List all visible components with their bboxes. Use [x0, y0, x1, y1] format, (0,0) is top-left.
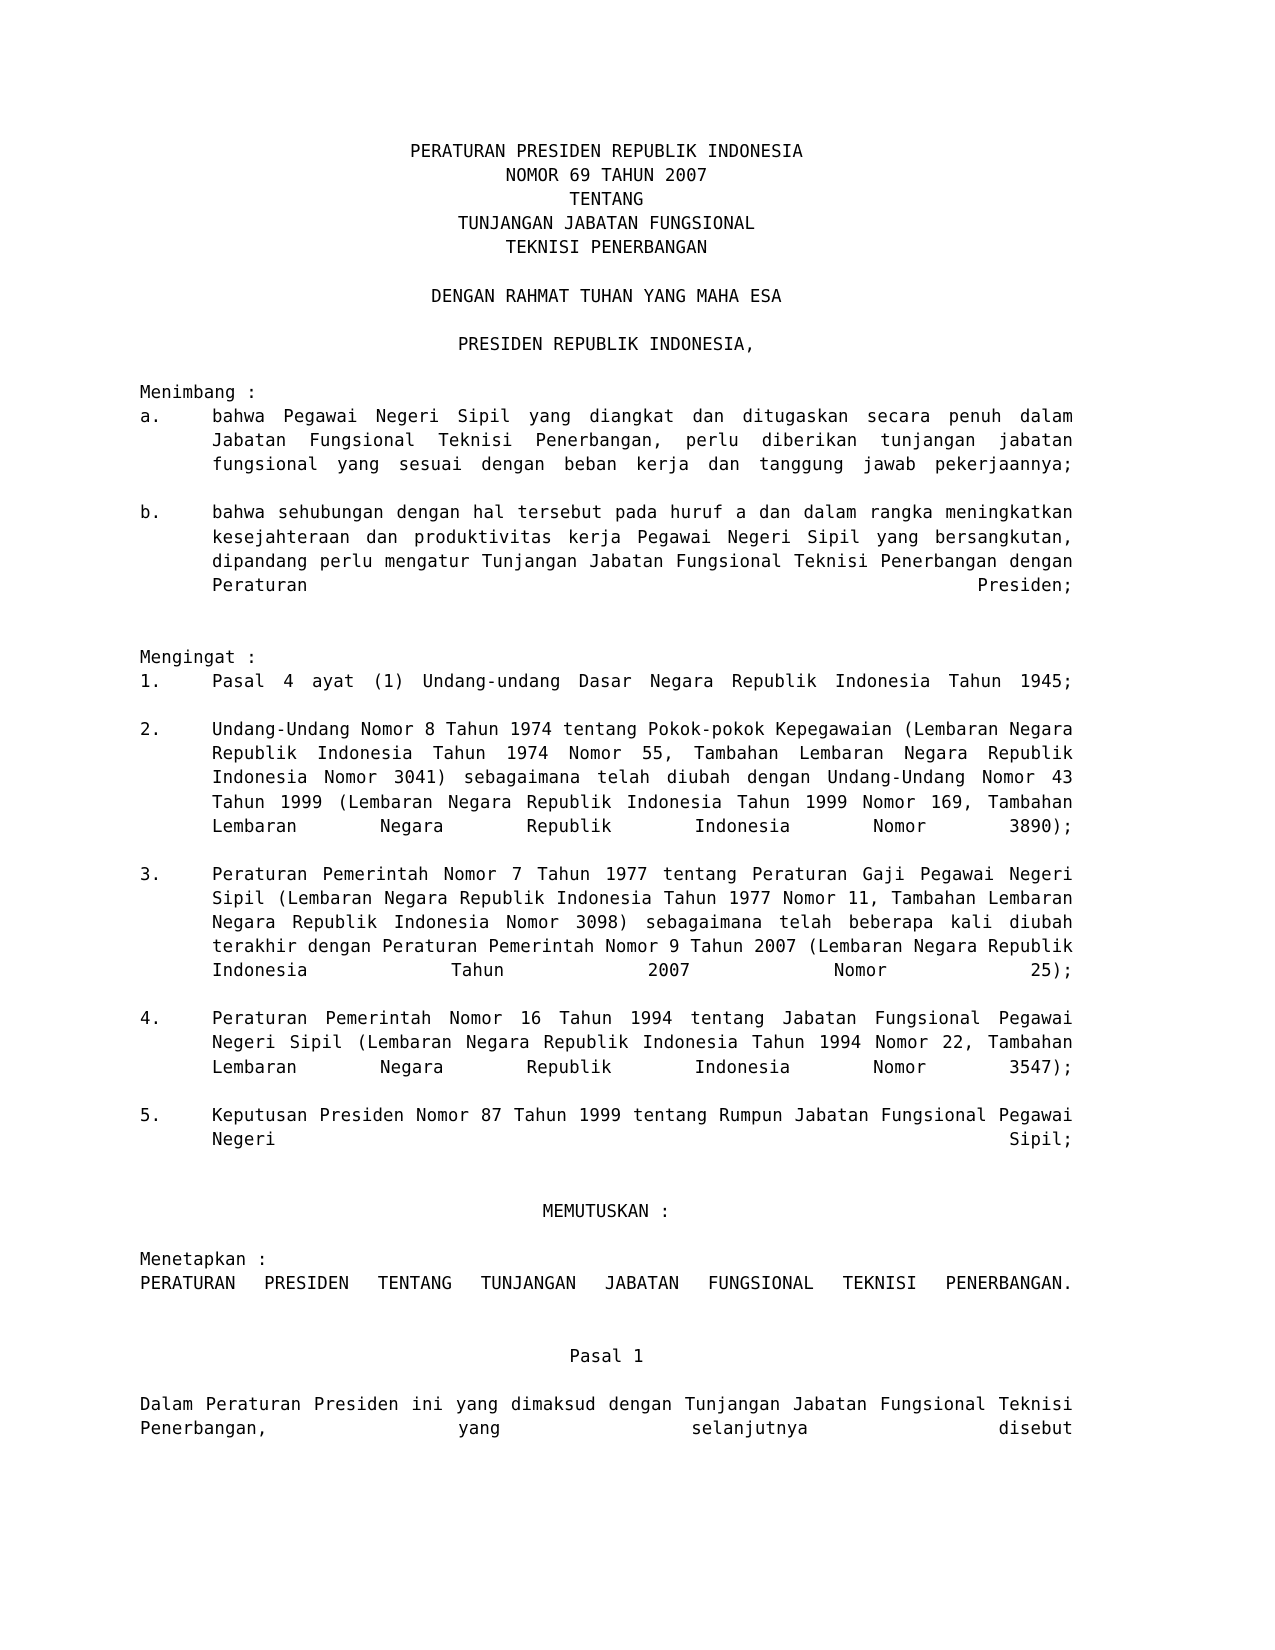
list-text: Pasal 4 ayat (1) Undang-undang Dasar Negara Republik Indonesia Tahun 1945;	[212, 672, 1073, 693]
heading-line-4: TUNJANGAN JABATAN FUNGSIONAL	[457, 214, 756, 235]
considering-list	[140, 405, 1073, 622]
stipulating-text: PERATURAN PRESIDEN TENTANG TUNJANGAN JABATAN FUNGSIONAL TEKNISI PENERBANGAN.	[140, 1274, 1073, 1295]
decides-heading: MEMUTUSKAN :	[542, 1202, 671, 1223]
recalling-label: Mengingat :	[140, 647, 257, 668]
list-item	[140, 863, 1073, 1008]
document-page	[140, 140, 1073, 1465]
spacer	[140, 1321, 1073, 1345]
authority-line: PRESIDEN REPUBLIK INDONESIA,	[457, 334, 756, 355]
list-text: bahwa Pegawai Negeri Sipil yang diangkat dan ditugaskan secara penuh dalam Jabatan Fungsional Teknisi Penerbangan, perlu diberikan tunjangan jabatan fungsional yang sesuai dengan beban kerja dan tanggung jawab pekerjaannya;	[212, 407, 1073, 476]
list-text: Undang-Undang Nomor 8 Tahun 1974 tentang Pokok-pokok Kepegawaian (Lembaran Negara Republik Indonesia Tahun 1974 Nomor 55, Tambahan Lembaran Negara Republik Indonesia Nomor 3041) sebagaimana telah diubah dengan Undang-Undang Nomor 43 Tahun 1999 (Lembaran Negara Republik Indonesia Tahun 1999 Nomor 169, Tambahan Lembaran Negara Republik Indonesia Nomor 3890);	[212, 720, 1073, 837]
list-marker: 1.	[140, 672, 162, 693]
spacer	[140, 260, 1073, 284]
spacer	[140, 309, 1073, 333]
document-heading	[140, 140, 1073, 260]
list-item	[140, 501, 1073, 621]
list-text: Keputusan Presiden Nomor 87 Tahun 1999 tentang Rumpun Jabatan Fungsional Pegawai Negeri Sipil;	[212, 1105, 1073, 1150]
heading-line-3: TENTANG	[569, 190, 644, 211]
list-item	[140, 1104, 1073, 1176]
list-marker: 3.	[140, 864, 162, 885]
list-text: Peraturan Pemerintah Nomor 16 Tahun 1994 tentang Jabatan Fungsional Pegawai Negeri Sipil (Lembaran Negara Republik Indonesia Tahun 1994 Nomor 22, Tambahan Lembaran Negara Republik Indonesia Nomor 3547);	[212, 1009, 1073, 1078]
list-text: bahwa sehubungan dengan hal tersebut pada huruf a dan dalam rangka meningkatkan kesejahteraan dan produktivitas kerja Pegawai Negeri Sipil yang bersangkutan, dipandang perlu mengatur Tunjangan Jabatan Fungsional Teknisi Penerbangan dengan Peraturan Presiden;	[212, 503, 1073, 596]
list-item	[140, 405, 1073, 501]
spacer	[140, 357, 1073, 381]
considering-label: Menimbang :	[140, 382, 257, 403]
list-marker: b.	[140, 503, 162, 524]
spacer	[140, 1224, 1073, 1248]
list-marker: 4.	[140, 1009, 162, 1030]
heading-line-5: TEKNISI PENERBANGAN	[505, 238, 708, 259]
list-marker: 2.	[140, 720, 162, 741]
list-item	[140, 670, 1073, 718]
spacer	[140, 1176, 1073, 1200]
heading-line-2: NOMOR 69 TAHUN 2007	[505, 166, 708, 187]
list-item	[140, 718, 1073, 863]
stipulating-label: Menetapkan :	[140, 1250, 268, 1271]
spacer	[140, 622, 1073, 646]
heading-line-1: PERATURAN PRESIDEN REPUBLIK INDONESIA	[410, 142, 803, 162]
list-item	[140, 1007, 1073, 1103]
list-text: Peraturan Pemerintah Nomor 7 Tahun 1977 tentang Peraturan Gaji Pegawai Negeri Sipil (Lembaran Negara Republik Indonesia Tahun 1977 Nomor 11, Tambahan Lembaran Negara Republik Indonesia Nomor 3098) sebagaimana telah beberapa kali diubah terakhir dengan Peraturan Pemerintah Nomor 9 Tahun 2007 (Lembaran Negara Republik Indonesia Tahun 2007 Nomor 25);	[212, 864, 1073, 982]
article-heading: Pasal 1	[569, 1346, 644, 1367]
invocation-line: DENGAN RAHMAT TUHAN YANG MAHA ESA	[431, 286, 782, 307]
list-marker: 5.	[140, 1105, 162, 1126]
article-body-text: Dalam Peraturan Presiden ini yang dimaksud dengan Tunjangan Jabatan Fungsional Teknisi Penerbangan, yang selanjutnya disebut	[140, 1394, 1073, 1439]
recalling-list	[140, 670, 1073, 1176]
list-marker: a.	[140, 407, 162, 428]
spacer	[140, 1369, 1073, 1393]
